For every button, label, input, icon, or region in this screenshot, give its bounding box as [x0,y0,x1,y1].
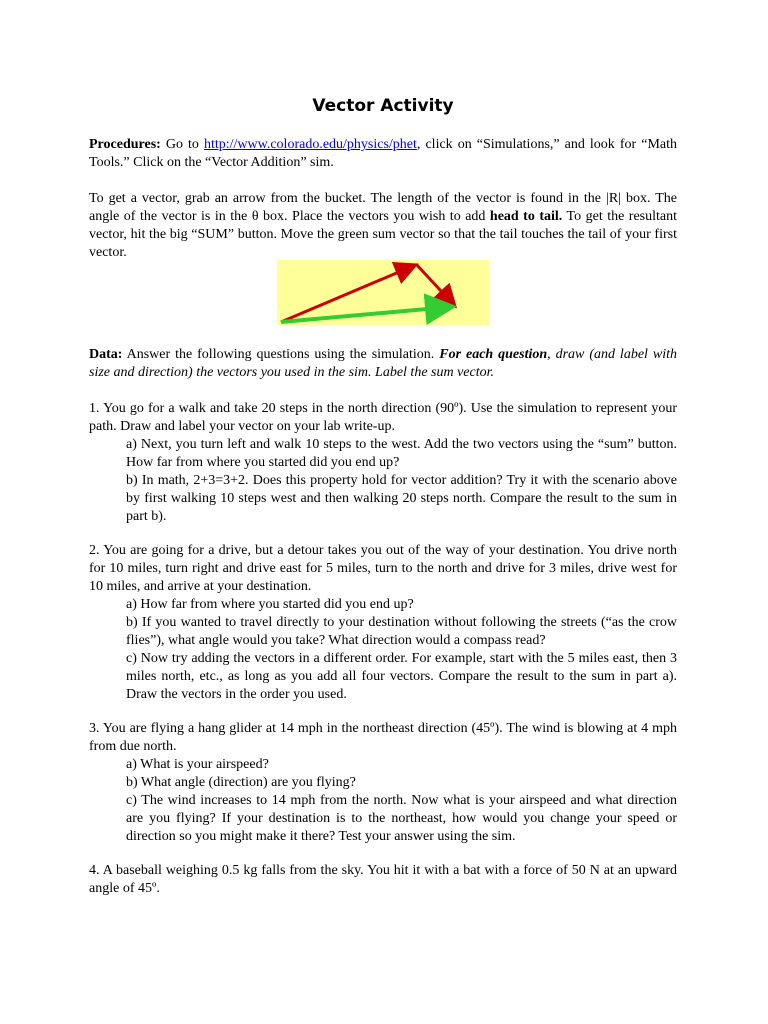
data-label: Data: [89,347,123,362]
question-3-c: c) The wind increases to 14 mph from the north. Now what is your airspeed and what direction are you flying? If your destination is to the northeast, how would you change your speed or direction so you might make it there? Test your answer using the sim. [126,793,677,844]
green-sum-vector [281,307,449,322]
intro-bold: head to tail. [489,209,563,224]
vector-sum-figure [277,260,489,325]
question-3-a: a) What is your airspeed? [126,757,269,772]
question-1-a: a) Next, you turn left and walk 10 steps to the west. Add the two vectors using the “sum” button. How far from where you started did you end up? [126,437,677,470]
question-1-b: b) In math, 2+3=3+2. Does this property hold for vector addition? Try it with the scenario above by first walking 10 steps west and then walking 20 steps north. Compare the result to the sum in part b). [126,473,677,524]
data-bold-italic: For each question [439,347,548,362]
procedures-paragraph [89,136,677,172]
intro-text-1: To get a vector, grab an arrow from the bucket. The length of the vector is found in the |R| box. The angle of the vector is in the θ box. Place the vectors you wish to add [89,191,677,224]
question-2-b: b) If you wanted to travel directly to your destination without following the streets (“as the crow flies”), what angle would you take? What direction would a compass read? [126,615,677,648]
phet-link[interactable]: http://www.colorado.edu/physics/phet [203,137,417,152]
vector-diagram [277,260,489,325]
intro-paragraph [89,190,677,262]
red-vector-2 [416,264,453,304]
question-3 [89,720,677,846]
intro-text-2: To get the resultant vector, hit the big “SUM” button. Move the green sum vector so that the tail touches the tail of your first vector. [89,209,678,260]
question-2 [89,542,677,704]
procedures-label: Procedures: [89,137,161,152]
data-text: Answer the following questions using the simulation. [122,347,440,362]
question-2-c: c) Now try adding the vectors in a different order. For example, start with the 5 miles east, then 3 miles north, etc., as long as you add all four vectors. Compare the result to the sum in part a). Draw the vectors in the order you used. [126,651,677,702]
question-1-stem: 1. You go for a walk and take 20 steps in the north direction (90º). Use the simulation to represent your path. Draw and label your vector on your lab write-up. [89,401,677,434]
page-title: Vector Activity [312,96,454,116]
data-italic: , draw (and label with size and direction) the vectors you used in the sim. Label the sum vector. [89,347,677,380]
question-1 [89,400,677,526]
question-3-stem: 3. You are flying a hang glider at 14 mph in the northeast direction (45º). The wind is blowing at 4 mph from due north. [89,721,677,754]
question-3-b: b) What angle (direction) are you flying? [126,775,356,790]
question-2-a: a) How far from where you started did you end up? [126,597,414,612]
question-4 [89,862,677,898]
data-paragraph [89,346,677,382]
question-4-stem: 4. A baseball weighing 0.5 kg falls from the sky. You hit it with a bat with a force of 50 N at an upward angle of 45º. [89,863,677,896]
procedures-text-pre: Go to [160,137,204,152]
question-2-stem: 2. You are going for a drive, but a detour takes you out of the way of your destination. You drive north for 10 miles, turn right and drive east for 5 miles, turn to the north and drive for 3 miles, drive west for 10 miles, and arrive at your destination. [89,543,677,594]
procedures-text-post: , click on “Simulations,” and look for “Math Tools.” Click on the “Vector Addition” sim. [89,137,677,170]
